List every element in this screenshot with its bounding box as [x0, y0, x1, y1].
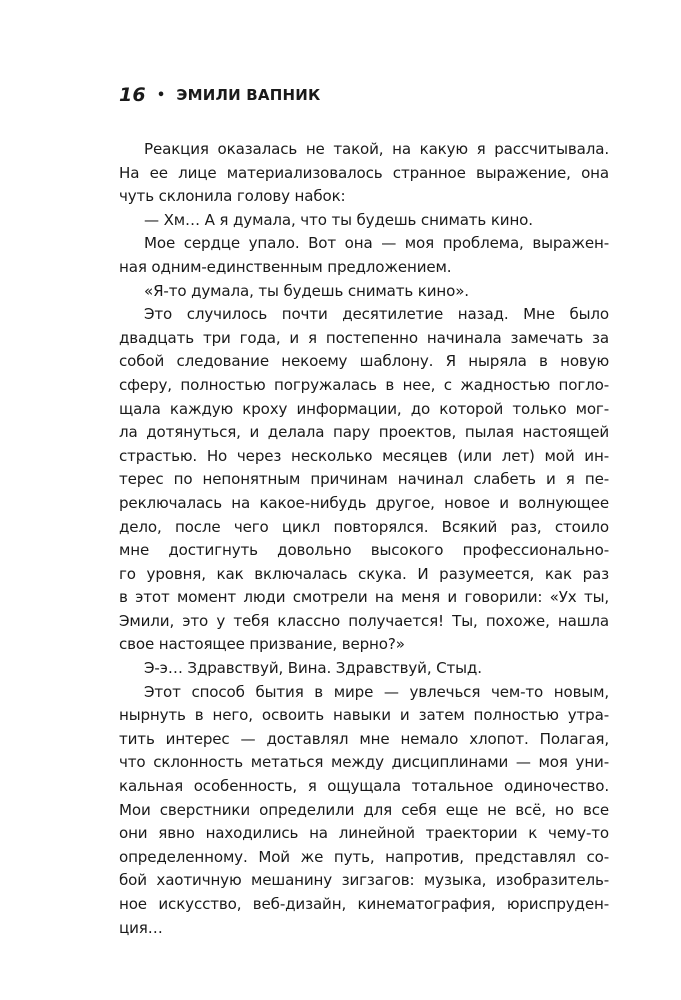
- text-line: сферу, полностью погружалась в нее, с жадностью погло-: [119, 375, 609, 394]
- text-line: — Хм… А я думала, что ты будешь снимать кино.: [144, 210, 533, 229]
- text-line: ная одним-единственным предложением.: [119, 257, 452, 276]
- text-line: щала каждую кроху информации, до которой только мог-: [119, 399, 609, 418]
- text-line: они явно находились на линейной траектории к чему-то: [119, 824, 609, 843]
- text-line: страстью. Но через несколько месяцев (или лет) мой ин-: [119, 446, 609, 465]
- text-line: кальная особенность, я ощущала тотальное одиночество.: [119, 777, 609, 796]
- paragraph: [119, 657, 609, 681]
- text-line: Это случилось почти десятилетие назад. Мне было: [144, 305, 609, 324]
- page-number: 16: [119, 84, 146, 106]
- text-line: ция…: [119, 918, 163, 937]
- header-bullet: •: [156, 87, 166, 103]
- text-line: дело, после чего цикл повторялся. Всякий раз, стоило: [119, 517, 609, 536]
- text-line: Мои сверстники определили для себя еще не всё, но все: [119, 800, 609, 819]
- text-line: «Я-то думала, ты будешь снимать кино».: [144, 281, 469, 300]
- text-line: собой следование некоему шаблону. Я ныряла в новую: [119, 352, 609, 371]
- paragraph: [119, 681, 609, 941]
- paragraph: [119, 138, 609, 209]
- author-name: ЭМИЛИ ВАПНИК: [176, 86, 321, 104]
- text-line: Этот способ бытия в мире — увлечься чем-то новым,: [144, 682, 609, 701]
- text-line: Э-э… Здравствуй, Вина. Здравствуй, Стыд.: [144, 659, 482, 678]
- paragraph: [119, 232, 609, 279]
- text-line: го уровня, как включалась скука. И разумеется, как раз: [119, 564, 609, 583]
- text-line: что склонность метаться между дисциплинами — моя уни-: [119, 753, 609, 772]
- text-line: нырнуть в него, освоить навыки и затем полностью утра-: [119, 706, 609, 725]
- text-line: Эмили, это у тебя классно получается! Ты, похоже, нашла: [119, 611, 609, 630]
- text-line: терес по непонятным причинам начинал слабеть и я пе-: [119, 470, 609, 489]
- text-line: Мое сердце упало. Вот она — моя проблема, выражен-: [144, 234, 609, 253]
- text-line: ла дотянуться, и делала пару проектов, пылая настоящей: [119, 423, 609, 442]
- text-line: Реакция оказалась не такой, на какую я рассчитывала.: [144, 140, 609, 158]
- text-line: свое настоящее призвание, верно?»: [119, 635, 405, 654]
- running-header: [119, 84, 320, 106]
- paragraph: [119, 303, 609, 657]
- text-line: в этот момент люди смотрели на меня и говорили: «Ух ты,: [119, 588, 609, 607]
- text-line: реключалась на какое-нибудь другое, новое и волнующее: [119, 493, 609, 512]
- text-line: На ее лице материализовалось странное выражение, она: [119, 163, 609, 182]
- paragraph: [119, 280, 609, 304]
- text-line: чуть склонила голову набок:: [119, 187, 346, 206]
- text-line: двадцать три года, и я постепенно начинала замечать за: [119, 328, 609, 347]
- text-line: бой хаотичную мешанину зигзагов: музыка, изобразитель-: [119, 871, 609, 890]
- paragraph: [119, 209, 609, 233]
- text-line: ное искусство, веб-дизайн, кинематография, юриспруден-: [119, 895, 609, 913]
- text-line: определенному. Мой же путь, напротив, представлял со-: [119, 847, 609, 866]
- body-text: [119, 138, 609, 940]
- text-line: тить интерес — доставлял мне немало хлопот. Полагая,: [119, 729, 609, 748]
- text-line: мне достигнуть довольно высокого профессионально-: [119, 541, 609, 560]
